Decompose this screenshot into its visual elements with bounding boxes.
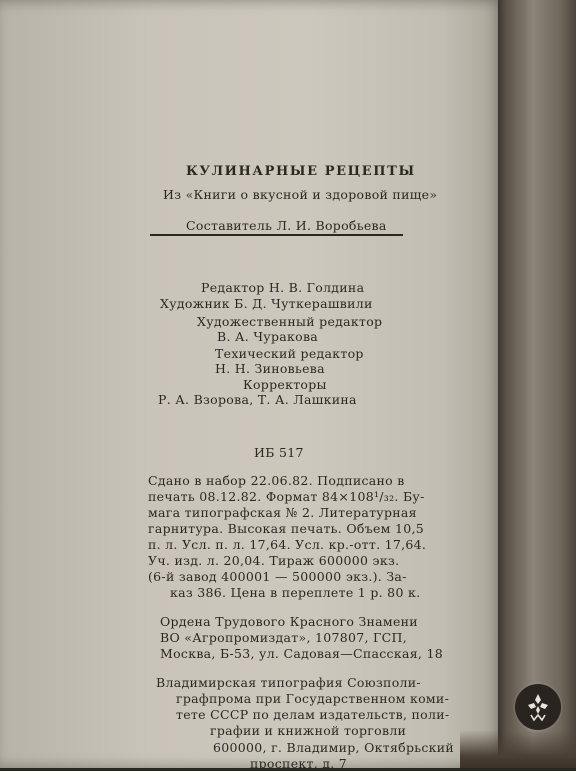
- printer-line: графпрома при Государственном коми-: [176, 691, 450, 706]
- publisher-line: Ордена Трудового Красного Знамени: [160, 614, 418, 629]
- credit-proofreaders-role: Корректоры: [243, 377, 327, 392]
- watermark-logo-icon: [515, 684, 561, 730]
- print-line: (6-й завод 400001 — 500000 экз.). За-: [148, 569, 407, 584]
- print-line: мага типографская № 2. Литературная: [148, 505, 417, 520]
- credit-artist: Художник Б. Д. Чуткерашвили: [160, 296, 373, 311]
- book-compiler: Составитель Л. И. Воробьева: [186, 218, 387, 233]
- print-line: печать 08.12.82. Формат 84×108¹/₃₂. Бу-: [148, 489, 425, 504]
- print-line: каз 386. Цена в переплете 1 р. 80 к.: [170, 585, 421, 600]
- publisher-line: ВО «Агропромиздат», 107807, ГСП,: [160, 630, 407, 645]
- printer-line: проспект, д. 7: [250, 756, 348, 771]
- credit-editor: Редактор Н. В. Голдина: [201, 280, 365, 295]
- print-line: гарнитура. Высокая печать. Объем 10,5: [148, 521, 424, 536]
- printer-line: Владимирская типография Союзполи-: [156, 675, 421, 690]
- publisher-line: Москва, Б-53, ул. Садовая—Спасская, 18: [160, 646, 443, 661]
- print-line: Сдано в набор 22.06.82. Подписано в: [148, 473, 405, 488]
- book-corner-shadow: [460, 730, 576, 768]
- printer-line: тете СССР по делам издательств, поли-: [176, 707, 450, 722]
- print-line: Уч. изд. л. 20,04. Тираж 600000 экз.: [148, 553, 400, 568]
- credit-proofreaders-names: Р. А. Взорова, Т. А. Лашкина: [158, 392, 357, 407]
- next-page-edge: [498, 0, 576, 768]
- credit-art-editor-role: Художественный редактор: [197, 314, 383, 329]
- print-line: п. л. Усл. п. л. 17,64. Усл. кр.-отт. 17,64.: [148, 537, 427, 552]
- printer-line: графии и книжной торговли: [210, 723, 407, 738]
- credit-tech-editor-role: Техический редактор: [215, 346, 364, 361]
- title-divider: [150, 234, 403, 236]
- book-title: КУЛИНАРНЫЕ РЕЦЕПТЫ: [186, 164, 416, 179]
- ib-number: ИБ 517: [254, 445, 304, 460]
- printer-line: 600000, г. Владимир, Октябрьский: [213, 740, 455, 755]
- book-subtitle: Из «Книги о вкусной и здоровой пище»: [163, 187, 438, 202]
- credit-art-editor-name: В. А. Чуракова: [217, 329, 319, 344]
- credit-tech-editor-name: Н. Н. Зиновьева: [215, 361, 325, 376]
